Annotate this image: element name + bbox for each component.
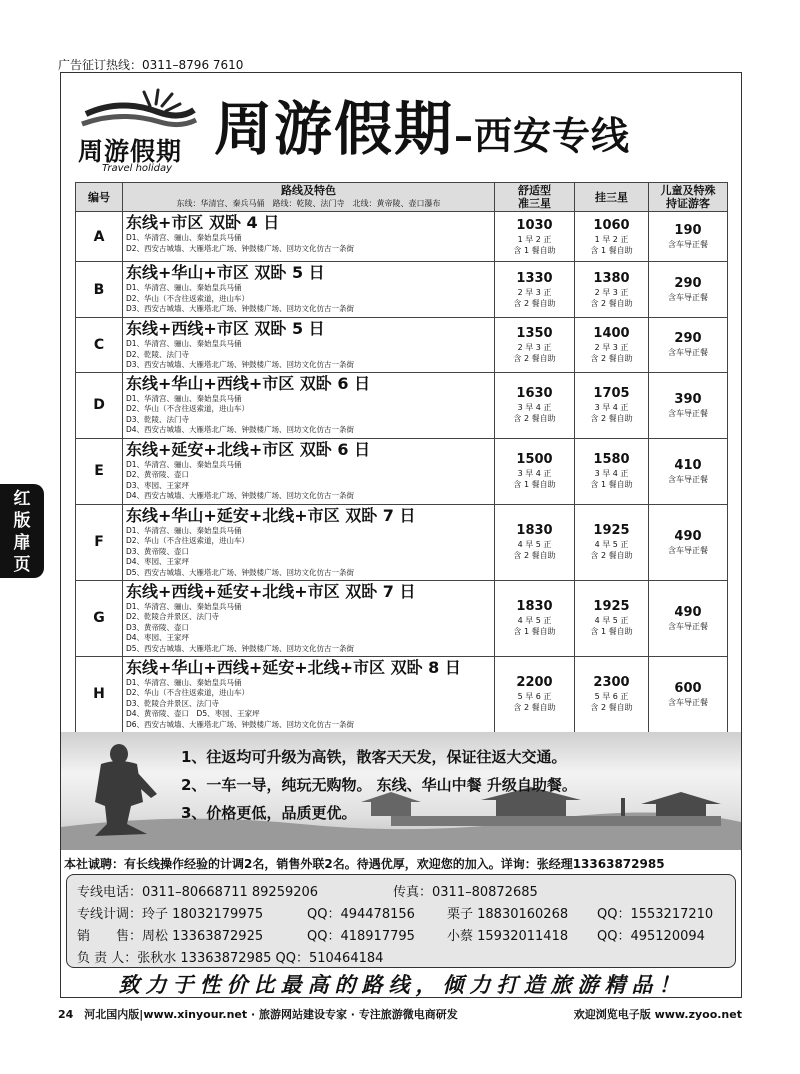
three-star-meals: 2 早 3 正 (594, 287, 629, 297)
three-star-price-cell (575, 438, 649, 504)
child-price-cell (649, 372, 728, 438)
three-star-price: 1060 (593, 217, 630, 233)
comfort-meals: 4 早 5 正 (517, 540, 552, 549)
header-comfort-line2: 准三星 (518, 197, 551, 210)
route-day-plan: D3、西安古城墙、大雁塔北广场、钟鼓楼广场、回坊文化仿古一条街 (126, 304, 355, 313)
child-note: 含车导正餐 (668, 621, 708, 631)
comfort-price: 1830 (516, 523, 553, 538)
route-details (123, 504, 495, 580)
contact-planner-1-qq: QQ：494478156 (307, 907, 415, 922)
header-child (649, 183, 728, 212)
ad-hotline: 广告征订热线：0311–8796 7610 (58, 58, 244, 72)
route-row (76, 504, 728, 580)
route-day-plan: D6、西安古城墙、大雁塔北广场、钟鼓楼广场、回坊文化仿古一条街 (126, 719, 355, 729)
three-star-meals: 3 早 4 正 (594, 403, 629, 412)
route-day-plan: D2、华山（不含往返索道，进山车） (126, 293, 250, 303)
three-star-buffet: 含 1 餐自助 (590, 627, 633, 636)
comfort-buffet: 含 1 餐自助 (513, 245, 556, 255)
route-day-plan: D4、西安古城墙、大雁塔北广场、钟鼓楼广场、回坊文化仿古一条街 (126, 491, 355, 500)
route-details (123, 438, 495, 504)
comfort-buffet: 含 2 餐自助 (513, 353, 556, 363)
comfort-meals: 4 早 5 正 (517, 616, 552, 625)
footer-left: 24 河北国内版|www.xinyour.net · 旅游网站建设专家 · 专注旅游微电商研发 (58, 1008, 458, 1021)
three-star-meals: 4 早 5 正 (594, 616, 629, 625)
highlights-banner (61, 732, 741, 850)
route-row (76, 372, 728, 438)
comfort-price-cell (495, 262, 575, 318)
route-day-plan: D2、西安古城墙、大雁塔北广场、钟鼓楼广场、回坊文化仿古一条街 (126, 243, 355, 253)
comfort-price-cell (495, 580, 575, 656)
header-comfort-line1: 舒适型 (518, 184, 551, 197)
title-sub: –西安专线 (454, 114, 631, 158)
section-tab-char: 页 (13, 555, 31, 575)
route-title: 东线+华山+市区 双卧 5 日 (126, 263, 325, 282)
route-day-plan: D2、黄帝陵、壶口 (126, 470, 190, 479)
route-day-plan: D2、华山（不含往返索道，进山车） (126, 536, 250, 545)
route-code: C (76, 318, 123, 373)
comfort-meals: 3 早 4 正 (517, 403, 552, 412)
comfort-buffet: 含 2 餐自助 (513, 414, 556, 423)
three-star-price-cell (575, 656, 649, 732)
three-star-price: 1925 (593, 523, 630, 538)
header-child-line1: 儿童及特殊 (660, 184, 716, 197)
route-day-plan: D4、枣园、王家坪 (126, 557, 190, 566)
route-code: G (76, 580, 123, 656)
route-row (76, 318, 728, 373)
comfort-meals: 2 早 3 正 (517, 287, 552, 297)
child-price-cell (649, 438, 728, 504)
child-price: 290 (674, 331, 702, 347)
route-day-plan: D2、乾陵、法门寺 (126, 349, 190, 359)
title-main: 周游假期 (214, 95, 455, 163)
slogan: 致力于性价比最高的路线，倾力打造旅游精品！ (118, 972, 686, 997)
route-code: D (76, 372, 123, 438)
page-title (214, 82, 630, 166)
three-star-price: 1400 (593, 325, 630, 341)
route-details (123, 262, 495, 318)
three-star-price-cell (575, 212, 649, 262)
brand-logo (72, 88, 206, 180)
logo-tagline: Travel holiday (102, 163, 173, 174)
comfort-price-cell (495, 504, 575, 580)
three-star-meals: 2 早 3 正 (594, 342, 629, 352)
route-day-plan: D5、西安古城墙、大雁塔北广场、钟鼓楼广场、回坊文化仿古一条街 (126, 567, 355, 577)
section-tab-char: 扉 (13, 533, 31, 553)
child-price-cell (649, 656, 728, 732)
three-star-meals: 5 早 6 正 (594, 692, 629, 701)
section-tab-char: 版 (13, 511, 31, 531)
contact-sales-1-qq: QQ：418917795 (307, 929, 415, 944)
recruitment-notice: 本社诚聘：有长线操作经验的计调2名，销售外联2名。待遇优厚，欢迎您的加入。详询：张经理13363872985 (64, 857, 665, 871)
contact-fax: 传真：0311–80872685 (393, 885, 538, 900)
child-note: 含车导正餐 (668, 293, 708, 302)
header-code: 编号 (76, 183, 123, 212)
route-details (123, 372, 495, 438)
route-code: B (76, 262, 123, 318)
child-price: 490 (674, 528, 702, 544)
comfort-meals: 1 早 2 正 (517, 234, 552, 244)
comfort-price: 1350 (516, 325, 553, 341)
comfort-price: 1630 (516, 386, 553, 401)
route-table-body (76, 212, 728, 733)
route-details (123, 212, 495, 262)
contact-phone: 专线电话：0311–80668711 89259206 (77, 885, 319, 900)
route-day-plan: D1、华清宫、骊山、秦始皇兵马俑 (126, 459, 242, 469)
three-star-meals: 4 早 5 正 (594, 540, 629, 549)
contact-sales-2-qq: QQ：495120094 (597, 929, 705, 944)
route-day-plan: D3、乾陵合并景区、法门寺 (126, 698, 220, 708)
comfort-buffet: 含 2 餐自助 (513, 703, 556, 712)
comfort-price: 2200 (516, 675, 553, 690)
route-row (76, 212, 728, 262)
route-title: 东线+西线+市区 双卧 5 日 (126, 319, 325, 338)
route-title: 东线+华山+延安+北线+市区 双卧 7 日 (126, 505, 416, 525)
comfort-price: 1500 (516, 452, 553, 467)
section-tab (0, 484, 44, 578)
route-details (123, 656, 495, 732)
route-title: 东线+华山+西线+延安+北线+市区 双卧 8 日 (126, 657, 461, 677)
comfort-price-cell (495, 656, 575, 732)
contact-sales-2: 小蔡 15932011418 (447, 929, 569, 944)
route-row (76, 656, 728, 732)
route-day-plan: D3、乾陵、法门寺 (126, 414, 190, 424)
route-day-plan: D3、西安古城墙、大雁塔北广场、钟鼓楼广场、回坊文化仿古一条街 (126, 360, 355, 369)
route-day-plan: D2、华山（不含往返索道，进山车） (126, 404, 250, 413)
route-code: E (76, 438, 123, 504)
child-price-cell (649, 318, 728, 373)
three-star-buffet: 含 2 餐自助 (590, 298, 633, 308)
comfort-buffet: 含 1 餐自助 (513, 627, 556, 636)
child-price: 290 (674, 276, 702, 291)
three-star-price: 1705 (593, 386, 630, 401)
header-child-line2: 持证游客 (666, 197, 710, 210)
route-row (76, 262, 728, 318)
contact-box (66, 874, 736, 968)
child-note: 含车导正餐 (668, 697, 708, 707)
route-day-plan: D3、枣园、王家坪 (126, 480, 190, 490)
three-star-buffet: 含 1 餐自助 (590, 245, 633, 255)
route-day-plan: D4、西安古城墙、大雁塔北广场、钟鼓楼广场、回坊文化仿古一条街 (126, 425, 355, 434)
child-price-cell (649, 504, 728, 580)
comfort-price: 1830 (516, 599, 553, 614)
route-code: A (76, 212, 123, 262)
three-star-meals: 3 早 4 正 (594, 469, 629, 478)
route-day-plan: D4、枣园、王家坪 (126, 633, 190, 642)
three-star-buffet: 含 2 餐自助 (590, 551, 633, 560)
child-price-cell (649, 580, 728, 656)
child-note: 含车导正餐 (668, 408, 708, 418)
comfort-buffet: 含 2 餐自助 (513, 298, 556, 308)
contact-planner-2: 栗子 18830160268 (447, 907, 569, 922)
route-code: F (76, 504, 123, 580)
route-day-plan: D1、华清宫、骊山、秦始皇兵马俑 (126, 677, 242, 687)
highlight-item: 2、一车一导，纯玩无购物。 东线、华山中餐 升级自助餐。 (181, 776, 577, 794)
header-comfort (495, 183, 575, 212)
header-three-star: 挂三星 (575, 183, 649, 212)
comfort-buffet: 含 2 餐自助 (513, 551, 556, 560)
comfort-price-cell (495, 212, 575, 262)
header-route-label: 路线及特色 (281, 184, 336, 197)
contact-sales-1: 销 售：周松 13363872925 (77, 929, 264, 944)
route-title: 东线+延安+北线+市区 双卧 6 日 (126, 439, 371, 459)
three-star-buffet: 含 2 餐自助 (590, 414, 633, 423)
child-note: 含车导正餐 (668, 348, 708, 358)
contact-manager: 负 责 人：张秋水 13363872985 QQ：510464184 (77, 951, 384, 966)
logo-text: 周游假期 (78, 137, 183, 166)
route-day-plan: D3、黄帝陵、壶口 (126, 622, 190, 632)
route-details (123, 580, 495, 656)
three-star-price-cell (575, 372, 649, 438)
three-star-price: 2300 (593, 675, 630, 690)
three-star-price-cell (575, 504, 649, 580)
sun-wave-icon (80, 88, 198, 134)
three-star-price-cell (575, 580, 649, 656)
comfort-price: 1330 (516, 270, 553, 286)
child-price: 490 (674, 604, 702, 620)
route-day-plan: D4、黄帝陵、壶口 D5、枣园、王家坪 (126, 709, 260, 718)
child-note: 含车导正餐 (668, 240, 708, 249)
route-title: 东线+市区 双卧 4 日 (126, 213, 280, 232)
three-star-meals: 1 早 2 正 (594, 234, 629, 244)
route-day-plan: D5、西安古城墙、大雁塔北广场、钟鼓楼广场、回坊文化仿古一条街 (126, 643, 355, 653)
route-day-plan: D1、华清宫、骊山、秦始皇兵马俑 (126, 283, 242, 292)
three-star-price: 1580 (593, 452, 630, 467)
child-note: 含车导正餐 (668, 474, 708, 484)
route-day-plan: D2、华山（不含往返索道，进山车） (126, 688, 250, 697)
comfort-meals: 5 早 6 正 (517, 692, 552, 701)
comfort-price-cell (495, 438, 575, 504)
route-row (76, 580, 728, 656)
route-title: 东线+华山+西线+市区 双卧 6 日 (126, 373, 371, 393)
comfort-buffet: 含 1 餐自助 (513, 480, 556, 489)
child-price-cell (649, 262, 728, 318)
section-tab-char: 红 (13, 489, 31, 509)
route-table (75, 182, 728, 733)
contact-planner-2-qq: QQ：1553217210 (597, 907, 714, 922)
header-route (123, 183, 495, 212)
child-price: 190 (674, 223, 702, 238)
comfort-price: 1030 (516, 217, 553, 233)
child-price: 410 (674, 457, 702, 473)
route-day-plan: D1、华清宫、骊山、秦始皇兵马俑 (126, 339, 242, 348)
child-note: 含车导正餐 (668, 545, 708, 555)
three-star-buffet: 含 2 餐自助 (590, 703, 633, 712)
route-day-plan: D1、华清宫、骊山、秦始皇兵马俑 (126, 525, 242, 535)
route-day-plan: D2、乾陵合并景区、法门寺 (126, 612, 220, 621)
comfort-price-cell (495, 318, 575, 373)
route-day-plan: D3、黄帝陵、壶口 (126, 546, 190, 556)
comfort-meals: 2 早 3 正 (517, 342, 552, 352)
child-price: 390 (674, 391, 702, 407)
footer-right: 欢迎浏览电子版 www.zyoo.net (573, 1008, 742, 1021)
three-star-price: 1380 (593, 270, 630, 286)
comfort-price-cell (495, 372, 575, 438)
three-star-buffet: 含 1 餐自助 (590, 480, 633, 489)
highlight-item: 3、价格更低，品质更优。 (181, 804, 357, 822)
highlight-item: 1、往返均可升级为高铁，散客天天发，保证往返大交通。 (181, 748, 567, 766)
child-price-cell (649, 212, 728, 262)
route-row (76, 438, 728, 504)
table-header-row (76, 183, 728, 212)
comfort-meals: 3 早 4 正 (517, 469, 552, 478)
route-code: H (76, 656, 123, 732)
route-day-plan: D1、华清宫、骊山、秦始皇兵马俑 (126, 233, 242, 242)
route-title: 东线+西线+延安+北线+市区 双卧 7 日 (126, 581, 416, 601)
contact-planner-1: 专线计调：玲子 18032179975 (77, 907, 264, 922)
three-star-price-cell (575, 318, 649, 373)
three-star-price: 1925 (593, 599, 630, 614)
header-route-note: 东线：华清宫、秦兵马俑 路线：乾陵、法门寺 北线：黄帝陵、壶口瀑布 (176, 199, 441, 208)
three-star-buffet: 含 2 餐自助 (590, 353, 633, 363)
route-day-plan: D1、华清宫、骊山、秦始皇兵马俑 (126, 601, 242, 611)
route-details (123, 318, 495, 373)
three-star-price-cell (575, 262, 649, 318)
route-day-plan: D1、华清宫、骊山、秦始皇兵马俑 (126, 393, 242, 403)
child-price: 600 (674, 680, 702, 696)
